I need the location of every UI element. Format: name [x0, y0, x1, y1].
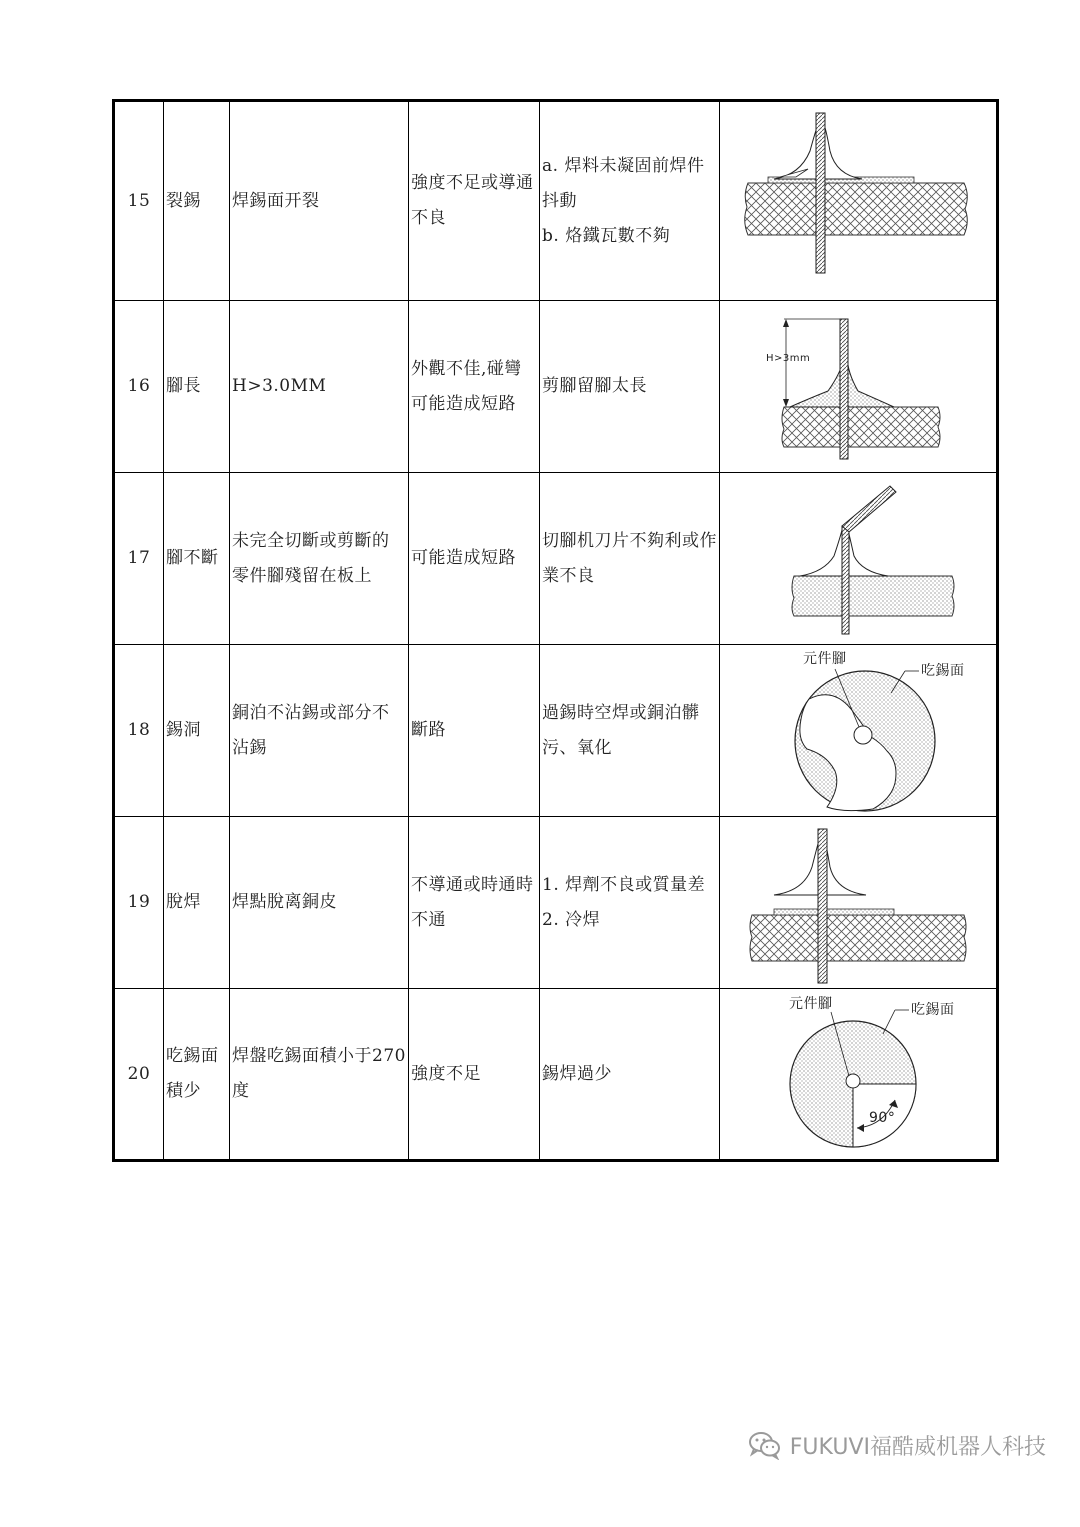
table-row — [114, 645, 998, 817]
defect-name: 吃錫面積少 — [164, 989, 230, 1161]
defect-impact: 斷路 — [409, 645, 540, 817]
defect-impact: 不導通或時通時不通 — [409, 817, 540, 989]
watermark — [748, 1425, 1046, 1465]
cause-line: 切腳机刀片不夠利或作業不良 — [542, 530, 717, 586]
cause-line: a. 焊料未凝固前焊件抖動 — [542, 155, 705, 211]
cause-line: 錫焊過少 — [542, 1063, 612, 1084]
defect-description: 焊盤吃錫面積小于270度 — [230, 989, 409, 1161]
watermark-text: FUKUVI福酷威机器人科技 — [789, 1434, 1046, 1460]
uncut-lead-diagram — [720, 473, 998, 645]
defect-cause — [540, 473, 720, 645]
table-row — [114, 817, 998, 989]
defect-name: 腳長 — [164, 301, 230, 473]
defect-cause — [540, 645, 720, 817]
defect-name: 腳不斷 — [164, 473, 230, 645]
defect-table — [112, 99, 999, 1162]
defect-impact: 強度不足 — [409, 989, 540, 1161]
angle-label: 90° — [869, 1110, 896, 1126]
cause-line: b. 烙鐵瓦數不夠 — [542, 225, 671, 246]
wet-area-label: 吃錫面 — [921, 662, 965, 679]
long-lead-diagram — [720, 301, 998, 473]
defect-name: 錫洞 — [164, 645, 230, 817]
row-number: 19 — [114, 817, 164, 989]
lifted-joint-diagram — [720, 817, 998, 989]
defect-cause — [540, 301, 720, 473]
insufficient-wetting-diagram — [720, 989, 998, 1161]
table-row — [114, 473, 998, 645]
height-label: H>3mm — [766, 352, 811, 364]
defect-cause — [540, 101, 720, 301]
defect-impact: 強度不足或導通不良 — [409, 101, 540, 301]
defect-description: 未完全切斷或剪斷的零件腳殘留在板上 — [230, 473, 409, 645]
row-number: 16 — [114, 301, 164, 473]
defect-description: 銅泊不沾錫或部分不沾錫 — [230, 645, 409, 817]
row-number: 18 — [114, 645, 164, 817]
defect-cause — [540, 989, 720, 1161]
cause-line: 過錫時空焊或銅泊髒污、氧化 — [542, 702, 700, 758]
defect-impact: 外觀不佳,碰彎可能造成短路 — [409, 301, 540, 473]
defect-impact: 可能造成短路 — [409, 473, 540, 645]
row-number: 20 — [114, 989, 164, 1161]
defect-name: 裂錫 — [164, 101, 230, 301]
defect-cause — [540, 817, 720, 989]
table-row — [114, 101, 998, 301]
table-row — [114, 301, 998, 473]
table-row — [114, 989, 998, 1161]
lead-label: 元件腳 — [803, 650, 847, 667]
cracked-solder-diagram — [720, 101, 998, 301]
defect-description: H>3.0MM — [230, 301, 409, 473]
lead-label: 元件腳 — [789, 996, 833, 1012]
defect-description: 焊點脫离銅皮 — [230, 817, 409, 989]
row-number: 17 — [114, 473, 164, 645]
cause-line: 剪腳留腳太長 — [542, 376, 647, 396]
wet-area-label: 吃錫面 — [911, 1002, 955, 1018]
cause-line: 2. 冷焊 — [542, 909, 601, 930]
solder-void-diagram — [720, 645, 998, 817]
cause-line: 1. 焊劑不良或質量差 — [542, 874, 706, 895]
defect-description: 焊錫面开裂 — [230, 101, 409, 301]
wechat-icon — [748, 1430, 782, 1460]
defect-name: 脫焊 — [164, 817, 230, 989]
row-number: 15 — [114, 101, 164, 301]
